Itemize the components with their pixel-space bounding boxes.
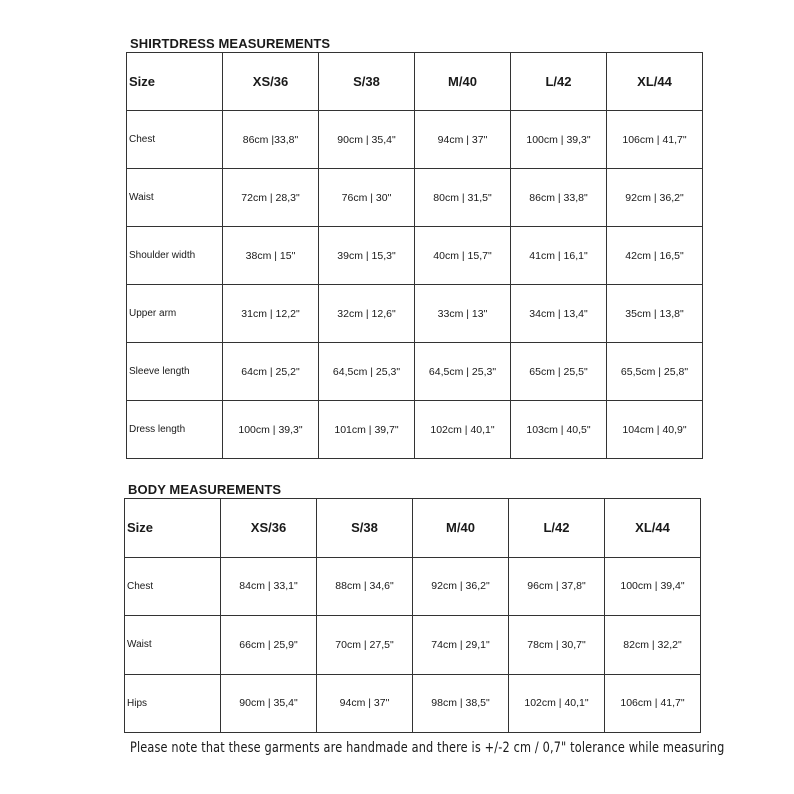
table-row	[127, 111, 703, 169]
header-cell: M/40	[413, 499, 509, 558]
header-cell: M/40	[415, 53, 511, 111]
body-measurements-table	[124, 498, 701, 733]
table-cell: 92cm | 36,2"	[607, 169, 703, 227]
header-cell: L/42	[509, 499, 605, 558]
table-cell: 39cm | 15,3"	[319, 227, 415, 285]
header-cell: XL/44	[605, 499, 701, 558]
table-header-row	[127, 53, 703, 111]
table-cell: 86cm | 33,8"	[511, 169, 607, 227]
table-cell: 102cm | 40,1"	[415, 401, 511, 459]
header-cell: Size	[125, 499, 221, 558]
table-cell: 34cm | 13,4"	[511, 285, 607, 343]
row-label: Dress length	[127, 401, 223, 459]
table-row	[127, 227, 703, 285]
table-row	[125, 557, 701, 616]
table-cell: 102cm | 40,1"	[509, 674, 605, 733]
table-cell: 84cm | 33,1"	[221, 557, 317, 616]
table-cell: 106cm | 41,7"	[605, 674, 701, 733]
table-row	[125, 674, 701, 733]
table-cell: 70cm | 27,5"	[317, 616, 413, 675]
table-header-row	[125, 499, 701, 558]
table-cell: 90cm | 35,4"	[221, 674, 317, 733]
shirtdress-measurements-table	[126, 52, 703, 459]
table-cell: 35cm | 13,8"	[607, 285, 703, 343]
row-label: Hips	[125, 674, 221, 733]
row-label: Sleeve length	[127, 343, 223, 401]
table-cell: 78cm | 30,7"	[509, 616, 605, 675]
table-cell: 100cm | 39,4"	[605, 557, 701, 616]
table-cell: 92cm | 36,2"	[413, 557, 509, 616]
table-cell: 33cm | 13"	[415, 285, 511, 343]
header-cell: XL/44	[607, 53, 703, 111]
table-cell: 104cm | 40,9"	[607, 401, 703, 459]
table-row	[127, 285, 703, 343]
row-label: Chest	[125, 557, 221, 616]
table-cell: 32cm | 12,6"	[319, 285, 415, 343]
row-label: Upper arm	[127, 285, 223, 343]
table-cell: 90cm | 35,4"	[319, 111, 415, 169]
header-cell: Size	[127, 53, 223, 111]
table-cell: 40cm | 15,7"	[415, 227, 511, 285]
table-cell: 88cm | 34,6"	[317, 557, 413, 616]
table-cell: 66cm | 25,9"	[221, 616, 317, 675]
body-measurements-title: BODY MEASUREMENTS	[128, 482, 282, 497]
table-cell: 82cm | 32,2"	[605, 616, 701, 675]
table-row	[127, 169, 703, 227]
table-cell: 72cm | 28,3"	[223, 169, 319, 227]
table-cell: 94cm | 37"	[415, 111, 511, 169]
table-cell: 41cm | 16,1"	[511, 227, 607, 285]
shirtdress-measurements-title: SHIRTDRESS MEASUREMENTS	[130, 36, 331, 51]
table-cell: 64,5cm | 25,3"	[415, 343, 511, 401]
header-cell: XS/36	[221, 499, 317, 558]
row-label: Shoulder width	[127, 227, 223, 285]
table-cell: 65cm | 25,5"	[511, 343, 607, 401]
header-cell: S/38	[317, 499, 413, 558]
table-cell: 100cm | 39,3"	[223, 401, 319, 459]
tolerance-note: Please note that these garments are handmade and there is +/-2 cm / 0,7" tolerance while measuring	[130, 740, 725, 756]
table-cell: 101cm | 39,7"	[319, 401, 415, 459]
header-cell: S/38	[319, 53, 415, 111]
table-cell: 42cm | 16,5"	[607, 227, 703, 285]
row-label: Waist	[127, 169, 223, 227]
header-cell: XS/36	[223, 53, 319, 111]
table-row	[125, 616, 701, 675]
table-cell: 38cm | 15"	[223, 227, 319, 285]
table-cell: 74cm | 29,1"	[413, 616, 509, 675]
table-cell: 106cm | 41,7"	[607, 111, 703, 169]
table-cell: 64cm | 25,2"	[223, 343, 319, 401]
table-cell: 96cm | 37,8"	[509, 557, 605, 616]
table-cell: 94cm | 37"	[317, 674, 413, 733]
table-cell: 103cm | 40,5"	[511, 401, 607, 459]
table-cell: 76cm | 30"	[319, 169, 415, 227]
table-row	[127, 401, 703, 459]
row-label: Waist	[125, 616, 221, 675]
table-cell: 100cm | 39,3"	[511, 111, 607, 169]
table-cell: 65,5cm | 25,8"	[607, 343, 703, 401]
row-label: Chest	[127, 111, 223, 169]
table-cell: 80cm | 31,5"	[415, 169, 511, 227]
table-cell: 98cm | 38,5"	[413, 674, 509, 733]
table-row	[127, 343, 703, 401]
header-cell: L/42	[511, 53, 607, 111]
table-cell: 64,5cm | 25,3"	[319, 343, 415, 401]
table-cell: 31cm | 12,2"	[223, 285, 319, 343]
table-cell: 86cm |33,8"	[223, 111, 319, 169]
